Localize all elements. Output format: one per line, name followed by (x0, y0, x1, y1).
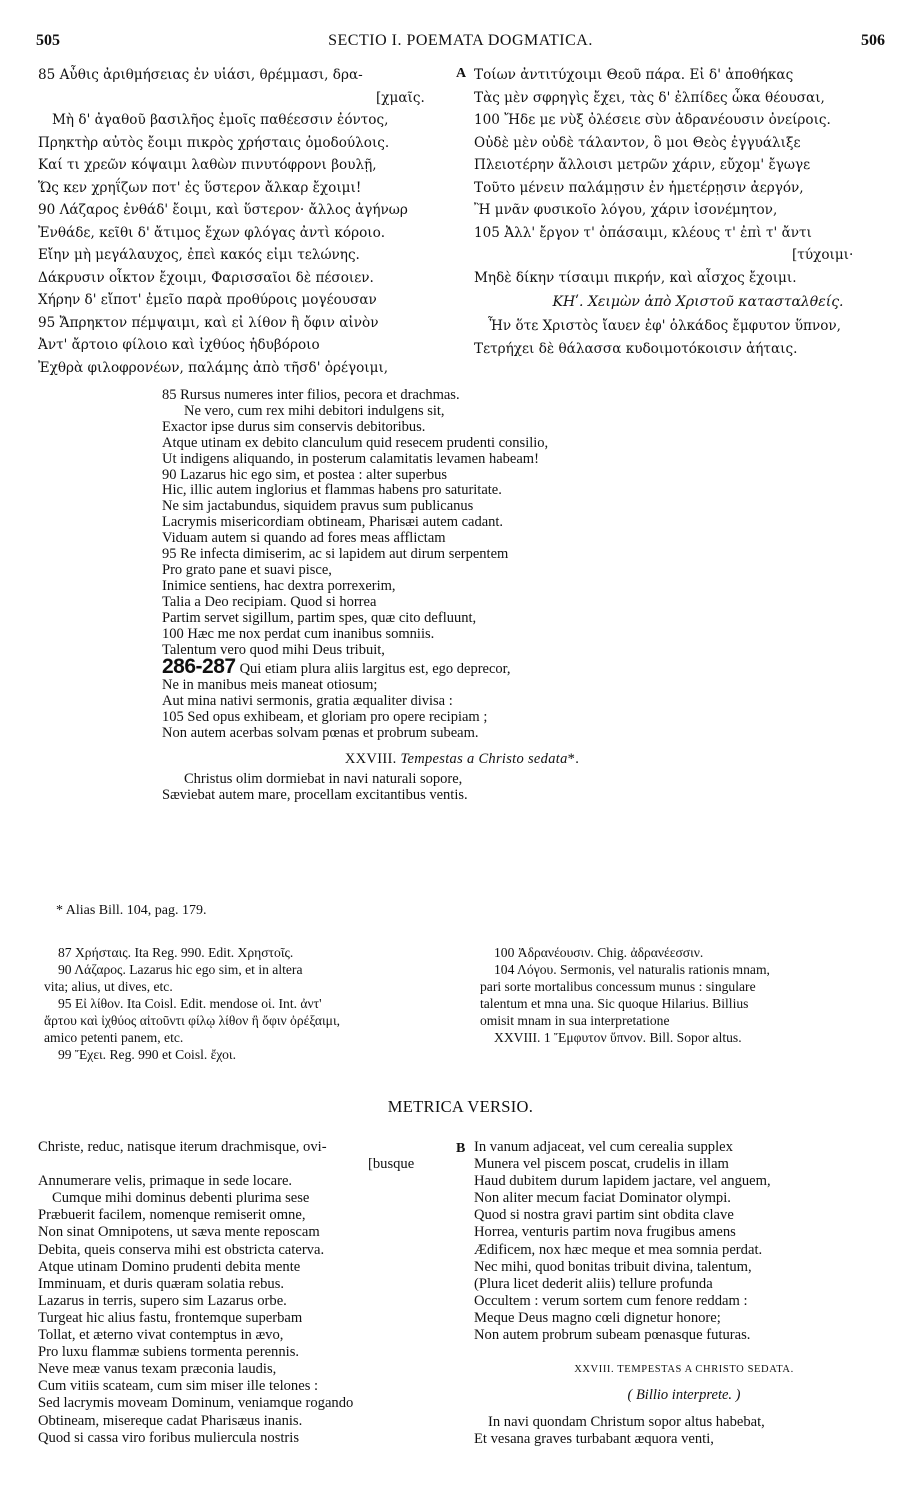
latin-line: Pro grato pane et suavi pisce, (162, 561, 332, 578)
column-number-marker: 286-287 (162, 655, 236, 679)
latin-line: Ne vero, cum rex mihi debitori indulgens sit, (184, 402, 445, 419)
verse-line: In navi quondam Christum sopor altus habebat, (488, 1414, 765, 1431)
note-line: 104 Λόγου. Sermonis, vel naturalis rationis mnam, (494, 962, 770, 977)
verse-poem-heading: XXVIII. TEMPESTAS A CHRISTO SEDATA. (574, 1364, 794, 1376)
note-line: omisit mnam in sua interpretatione (480, 1013, 670, 1028)
verse-line: Quod si nostra gravi partim sint obdita clave (474, 1207, 734, 1224)
latin-line: Partim servet sigillum, partim spes, quæ cito defluunt, (162, 609, 477, 626)
greek-line: Καί τι χρεῶν κόψαιμι λαθὼν πινυτόφρονι βουλῇ, (38, 157, 377, 173)
greek-line: Οὐδὲ μὲν οὐδὲ τάλαντον, ὃ μοι Θεὸς ἐγγυάλιξε (474, 134, 801, 151)
verse-line: Præbuerit facilem, nomenque remiserit omne, (38, 1207, 306, 1224)
verse-line: Munera vel piscem poscat, crudelis in illam (474, 1156, 729, 1173)
verse-column-left (38, 1139, 458, 1447)
greek-column-left (38, 64, 458, 379)
greek-line: 95 Ἄπρηκτον πέμψαιμι, καὶ εἰ λίθον ἢ ὄφιν αἰνὸν (38, 314, 379, 331)
verse-column-right (474, 1139, 894, 1448)
verse-line: Imminuam, et duris quæram solatia rebus. (38, 1275, 285, 1292)
verse-line: Annumerare velis, primaque in sede locare. (38, 1173, 293, 1190)
verse-line: Nec mihi, quod bonitas tribuit divina, talentum, (474, 1258, 752, 1275)
verse-line: Tollat, et æterno vivat contemptus in ævo, (38, 1327, 284, 1344)
note-line: XXVIII. 1 Ἔμφυτον ὕπνον. Bill. Sopor altus. (494, 1030, 742, 1045)
verse-line: Sed lacrymis moveam Dominum, veniamque rogando (38, 1395, 354, 1412)
verse-poem-subheading: ( Billio interprete. ) (627, 1387, 741, 1404)
greek-line: Τὰς μὲν σφρηγὶς ἔχει, τὰς δ' ἐλπίδες ὦκα θέουσαι, (474, 89, 825, 106)
verse-line: Turgeat hic alius fastu, frontemque superbam (38, 1309, 303, 1326)
notes-right (480, 944, 890, 1046)
greek-line: [τύχοιμι· (792, 247, 854, 263)
verse-line: Debita, queis conserva mihi est obstricta caterva. (38, 1241, 325, 1258)
verse-line: In vanum adjaceat, vel cum cerealia supplex (474, 1139, 733, 1155)
page-number-right: 506 (861, 32, 885, 49)
latin-heading-number: XXVIII. (344, 751, 397, 768)
greek-line: Ἦν ὅτε Χριστὸς ἴαυεν ἐφ' ὁλκάδος ἔμφυτον ὕπνον, (488, 318, 841, 334)
greek-line: Χήρην δ' εἴποτ' ἐμεῖο παρὰ προθύροις μογέουσαν (38, 292, 377, 308)
note-line: 99 Ἔχει. Reg. 990 et Coisl. ἔχοι. (58, 1047, 236, 1062)
margin-marker-a: A (456, 66, 467, 81)
latin-line-text: Qui etiam plura aliis largitus est, ego deprecor, (239, 661, 511, 678)
verse-line: Cumque mihi dominus debenti plurima sese (52, 1190, 310, 1207)
note-line: amico petenti panem, etc. (44, 1030, 184, 1045)
footnote: * Alias Bill. 104, pag. 179. (56, 903, 207, 918)
latin-line: Non autem acerbas solvam pœnas et probrum subeam. (162, 725, 479, 742)
latin-heading-title: Tempestas a Christo sedata (400, 751, 568, 768)
greek-line: Τοίων ἀντιτύχοιμι Θεοῦ πάρα. Εἰ δ' ἀποθήκας (474, 67, 794, 83)
latin-line: Hic, illic autem inglorius et flammas habens pro saturitate. (162, 482, 502, 499)
running-title: SECTIO I. POEMATA DOGMATICA. (328, 32, 593, 49)
latin-line: Viduam autem si quando ad fores meas afflictam (162, 530, 446, 547)
verse-line: Haud dubitem durum lapidem jactare, vel anguem, (474, 1173, 771, 1190)
greek-line: [χμαῖς. (376, 89, 425, 106)
note-line: 90 Λάζαρος. Lazarus hic ego sim, et in altera (58, 962, 303, 977)
latin-line: Lacrymis misericordiam obtineam, Pharisæi autem cadant. (162, 514, 504, 531)
verse-line: Meque Deus magno cœli dignetur honore; (474, 1309, 721, 1326)
latin-line (162, 655, 762, 679)
latin-line: Ne in manibus meis maneat otiosum; (162, 677, 378, 694)
greek-line: Ὥς κεν χρηΐζων ποτ' ἐς ὕστερον ἄλκαρ ἔχοιμι! (38, 179, 362, 196)
notes-left (44, 944, 464, 1063)
verse-line: Christe, reduc, natisque iterum drachmisque, ovi- (38, 1139, 327, 1155)
latin-line: 90 Lazarus hic ego sim, et postea : alter superbus (162, 466, 448, 483)
greek-line: Εἴην μὴ μεγάλαυχος, ἐπεὶ κακός εἰμι τελώνης. (38, 247, 360, 263)
note-line: pari sorte mortalibus concessum munus : singulare (480, 979, 756, 994)
latin-line: 85 Rursus numeres inter filios, pecora et drachmas. (162, 387, 460, 403)
latin-line: 100 Hæc me nox perdat cum inanibus somniis. (162, 625, 435, 642)
note-line: 95 Εἰ λίθον. Ita Coisl. Edit. mendose οἱ. Int. ἀντ' (58, 996, 322, 1011)
greek-line: 85 Αὖθις ἀριθμήσειας ἐν υἱάσι, θρέμμασι, δρα- (38, 67, 363, 83)
verse-line: Pro luxu flammæ subiens tormenta perennis. (38, 1344, 300, 1361)
metrica-versio-title: METRICA VERSIO. (387, 1097, 534, 1116)
note-line: 87 Χρήσταις. Ita Reg. 990. Edit. Χρηστοῖς. (58, 945, 294, 960)
greek-line: Τετρήχει δὲ θάλασσα κυδοιμοτόκοισιν ἀήταις. (474, 340, 798, 357)
verse-line: [busque (368, 1156, 415, 1173)
greek-line: Ἐνθάδε, κεῖθι δ' ἄτιμος ἔχων φλόγας ἀντὶ κόροιο. (38, 224, 386, 241)
margin-marker-b: B (456, 1141, 466, 1156)
greek-line: 105 Ἀλλ' ἔργον τ' ὀπάσαιμι, κλέους τ' ἐπὶ τ' ἄντι (474, 224, 812, 241)
greek-line: Πρηκτὴρ αὐτὸς ἔοιμι πικρὸς χρήσταις ὁμοδούλοις. (38, 134, 390, 151)
verse-line: Et vesana graves turbabant æquora venti, (474, 1431, 714, 1448)
greek-line: Πλειοτέρην ἄλλοισι μετρῶν χάριν, εὔχομ' ἔγωγε (474, 157, 811, 173)
verse-line: Occultem : verum sortem cum fenore reddam : (474, 1292, 748, 1309)
verse-line: Ædificem, nox hæc meque et mea somnia perdat. (474, 1241, 763, 1258)
greek-line: Μηδὲ δίκην τίσαιμι πικρήν, καὶ αἶσχος ἔχοιμι. (474, 269, 797, 286)
greek-line: 90 Λάζαρος ἐνθάδ' ἔοιμι, καὶ ὕστερον· ἄλλος ἀγήνωρ (38, 202, 408, 218)
latin-line: 95 Re infecta dimiserim, ac si lapidem aut dirum serpentem (162, 546, 509, 563)
verse-line: Neve meæ vanus texam præconia laudis, (38, 1361, 277, 1378)
greek-line: Δάκρυσιν οἶκτον ἔχοιμι, Φαρισσαῖοι δὲ πέσοιεν. (38, 269, 374, 286)
page-number-left: 505 (36, 32, 60, 49)
latin-line: Atque utinam ex debito clanculum quid resecem prudenti consilio, (162, 434, 549, 451)
greek-line: Ἀντ' ἄρτοιο φίλοιο καὶ ἰχθύος ἡδυβόροιο (38, 337, 320, 353)
greek-line: Τοῦτο μένειν παλάμῃσιν ἐν ἡμετέρῃσιν ἀεργόν, (474, 179, 804, 196)
verse-line: Quod si cassa viro foribus muliercula nostris (38, 1429, 300, 1446)
page-header (36, 32, 885, 54)
greek-line: Μὴ δ' ἀγαθοῦ βασιλῆος ἐμοῖς παθέεσσιν ἐόντος, (52, 112, 389, 128)
latin-line: 105 Sed opus exhibeam, et gloriam pro opere recipiam ; (162, 709, 488, 726)
verse-line: Non sinat Omnipotens, ut sæva mente reposcam (38, 1224, 320, 1241)
note-line: vita; alius, ut dives, etc. (44, 979, 173, 994)
verse-line: Non aliter mecum faciat Dominator olympi. (474, 1190, 731, 1207)
latin-line: Christus olim dormiebat in navi naturali sopore, (184, 771, 463, 788)
verse-line: Obtineam, misereque cadat Pharisæus inanis. (38, 1412, 303, 1429)
verse-line: (Plura licet dederit aliis) tellure profunda (474, 1275, 713, 1292)
greek-column-right (474, 64, 894, 360)
latin-line: Sæviebat autem mare, procellam excitantibus ventis. (162, 786, 468, 803)
greek-line: 100 Ἤδε με νὺξ ὀλέσειε σὺν ἀδρανέουσιν ὀνείροις. (474, 112, 831, 128)
latin-line: Ut indigens aliquando, in posterum calamitatis levamen habeam! (162, 450, 539, 467)
verse-line: Horrea, venturis partim nova frugibus amens (474, 1224, 736, 1241)
latin-line: Talia a Deo recipiam. Quod si horrea (162, 593, 377, 610)
latin-line: Talentum vero quod mihi Deus tribuit, (162, 641, 385, 658)
latin-line: Inimice sentiens, hac dextra porrexerim, (162, 577, 396, 594)
greek-line: Ἐχθρὰ φιλοφρονέων, παλάμης ἀπὸ τῆσδ' ὀρέγοιμι, (38, 359, 389, 376)
latin-poem-heading (162, 750, 762, 768)
note-line: talentum et mna una. Sic quoque Hilarius. Billius (480, 996, 749, 1011)
greek-poem-heading: ΚΗʹ. Χειμὼν ἀπὸ Χριστοῦ κατασταλθείς. (552, 294, 844, 310)
verse-line: Lazarus in terris, supero sim Lazarus orbe. (38, 1292, 287, 1309)
greek-line: Ἢ μνᾶν φυσικοῖο λόγου, χάριν ἰσονέμητον, (474, 202, 778, 218)
verse-line: Cum vitiis scateam, cum sim miser ille telones : (38, 1378, 319, 1395)
latin-heading-star: *. (567, 751, 580, 768)
latin-line: Exactor ipse durus sim conservis debitoribus. (162, 418, 426, 435)
verse-line: Atque utinam Domino prudenti debita mente (38, 1258, 301, 1275)
latin-line: Ne sim jactabundus, siquidem pravus sum publicanus (162, 498, 474, 515)
latin-translation (162, 388, 762, 804)
verse-line: Non autem probrum subeam pœnasque futuras. (474, 1327, 751, 1344)
note-line: 100 Ἀδρανέουσιν. Chig. ἀδρανέεσσιν. (494, 945, 704, 960)
note-line: ἄρτου καὶ ἰχθύος αἰτοῦντι φίλῳ λίθον ἢ ὄφιν ὀρέξαιμι, (44, 1013, 341, 1028)
latin-line: Aut mina nativi sermonis, gratia æqualiter divisa : (162, 693, 453, 710)
